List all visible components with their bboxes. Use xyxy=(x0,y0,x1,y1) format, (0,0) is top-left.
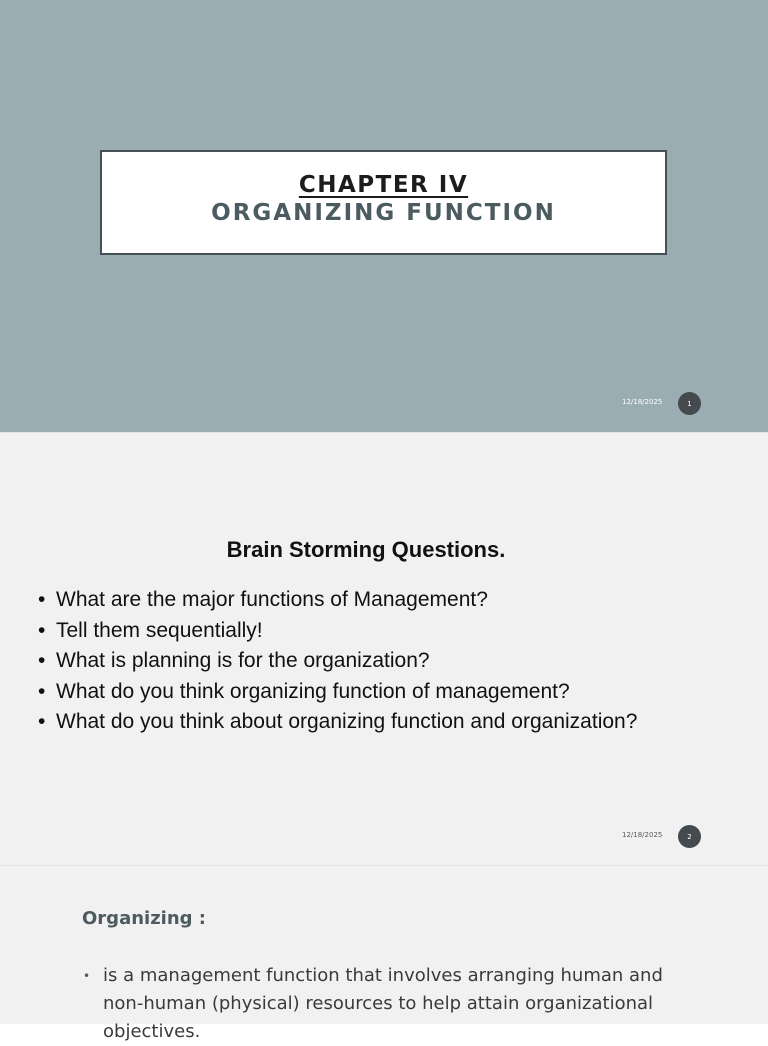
list-item xyxy=(38,616,637,647)
slide-date: 12/18/2025 xyxy=(622,398,663,406)
page-number-badge: 2 xyxy=(678,825,701,848)
list-item-text: What do you think organizing function of management? xyxy=(56,679,570,703)
bullet-icon: • xyxy=(38,618,46,642)
bullet-icon: • xyxy=(38,679,46,703)
list-item xyxy=(38,707,637,738)
list-item xyxy=(38,646,637,677)
bullet-icon: • xyxy=(38,649,46,672)
bullet-icon: • xyxy=(83,969,91,983)
question-list xyxy=(38,585,637,738)
page-number-badge: 1 xyxy=(678,392,701,415)
slide-1 xyxy=(0,0,768,432)
title-box xyxy=(100,150,667,255)
definition-item xyxy=(83,962,683,1046)
definition-text: is a management function that involves arranging human and non-human (physical) resources to help attain organizational objectives. xyxy=(103,965,663,1042)
slide-date: 12/18/2025 xyxy=(622,831,663,839)
bullet-icon: • xyxy=(38,588,46,611)
chapter-subtitle: ORGANIZING FUNCTION xyxy=(211,200,556,226)
list-item-text: What is planning is for the organization? xyxy=(56,649,430,672)
slide-title: Organizing : xyxy=(82,908,207,929)
list-item-text: What do you think about organizing function and organization? xyxy=(56,710,638,733)
slide-3 xyxy=(0,865,768,1042)
slide-title: Brain Storming Questions. xyxy=(226,537,506,562)
list-item xyxy=(38,677,637,708)
slide-2 xyxy=(0,432,768,865)
chapter-title: CHAPTER IV xyxy=(298,172,469,198)
list-item-text: Tell them sequentially! xyxy=(56,618,263,642)
list-item xyxy=(38,585,637,616)
bullet-icon: • xyxy=(38,710,46,733)
list-item-text: What are the major functions of Management? xyxy=(56,588,488,611)
